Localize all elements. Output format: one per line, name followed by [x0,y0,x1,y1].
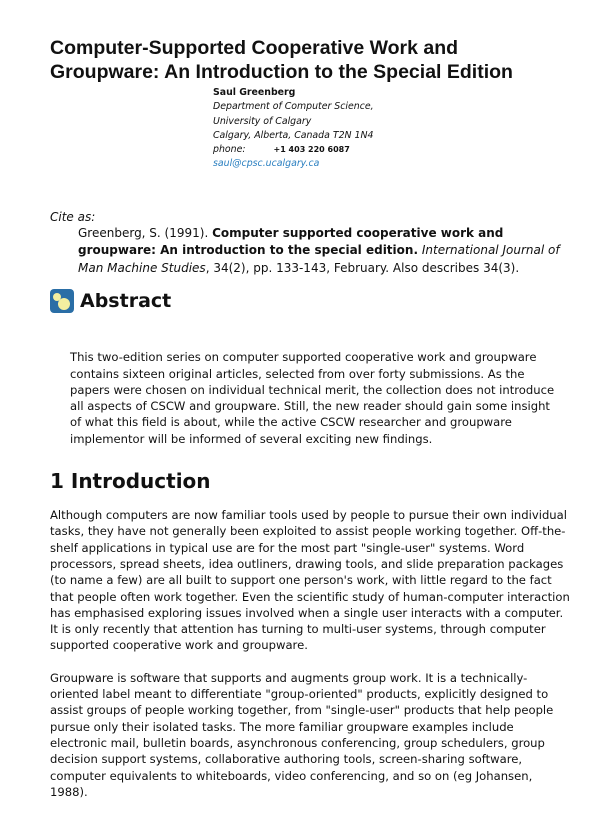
author-univ: University of Calgary [213,115,312,127]
citation-details: , 34(2), pp. 133-143, February. Also describes 34(3). [205,260,520,275]
citation-authors: Greenberg, S. (1991). [78,225,213,240]
author-address: Calgary, Alberta, Canada T2N 1N4 [213,129,374,141]
author-name: Saul Greenberg [213,87,296,98]
paper-title: Computer-Supported Cooperative Work and Groupware: An Introduction to the Special Edition [50,37,513,83]
phone-label: phone: [213,144,246,156]
abstract-header [50,289,570,313]
citation-journal: International Journal of Man Machine Studies [78,243,560,275]
phone-number: +1 403 220 6087 [273,145,350,155]
email-link[interactable]: saul@cpsc.ucalgary.ca [213,158,320,170]
intro-paragraph-2: Groupware is software that supports and augments group work. It is a technically-oriented label meant to differentiate "group-oriented" products, explicitly designed to assist groups of people working together, from "single-user" products that help people pursue only their isolated tasks. The more familiar groupware examples include electronic mail, bulletin boards, asynchronous conferencing, group schedulers, group decision support systems, collaborative authoring tools, screen-sharing software, computer equivalents to whiteboards, video conferencing, and so on (eg Johansen, 1988). [50,670,554,799]
intro-heading: 1 Introduction [50,469,211,494]
abstract-icon [50,289,74,313]
author-dept: Department of Computer Science, [213,101,374,113]
intro-paragraph-1: Although computers are now familiar tools used by people to pursue their own individual tasks, they have not generally been exploited to assist people working together. Off-the-shelf applications in typical use are for the most part "single-user" systems. Word processors, spread sheets, idea outliners, drawing tools, and slide preparation packages (to name a few) are all built to support one person's work, with little regard to the fact that people often work together. Even the scientific study of human-computer interaction has emphasised exploring issues involved when a single user interacts with a computer. It is only recently that attention has turning to multi-user systems, through computer supported cooperative work and groupware. [50,508,570,653]
cite-label: Cite as: [50,209,96,224]
author-block [213,86,570,172]
citation [78,225,570,278]
citation-title: Computer supported cooperative work and groupware: An introduction to the special edition. [78,225,504,258]
abstract-heading: Abstract [80,290,172,313]
abstract-text: This two-edition series on computer supported cooperative work and groupware contains sixteen original articles, selected from over forty submissions. As the papers were chosen on individual technical merit, the collection does not introduce all aspects of CSCW and groupware. Still, the new reader should gain some insight of what this field is about, while the active CSCW researcher and groupware implementor will be informed of several exciting new findings. [70,350,555,446]
